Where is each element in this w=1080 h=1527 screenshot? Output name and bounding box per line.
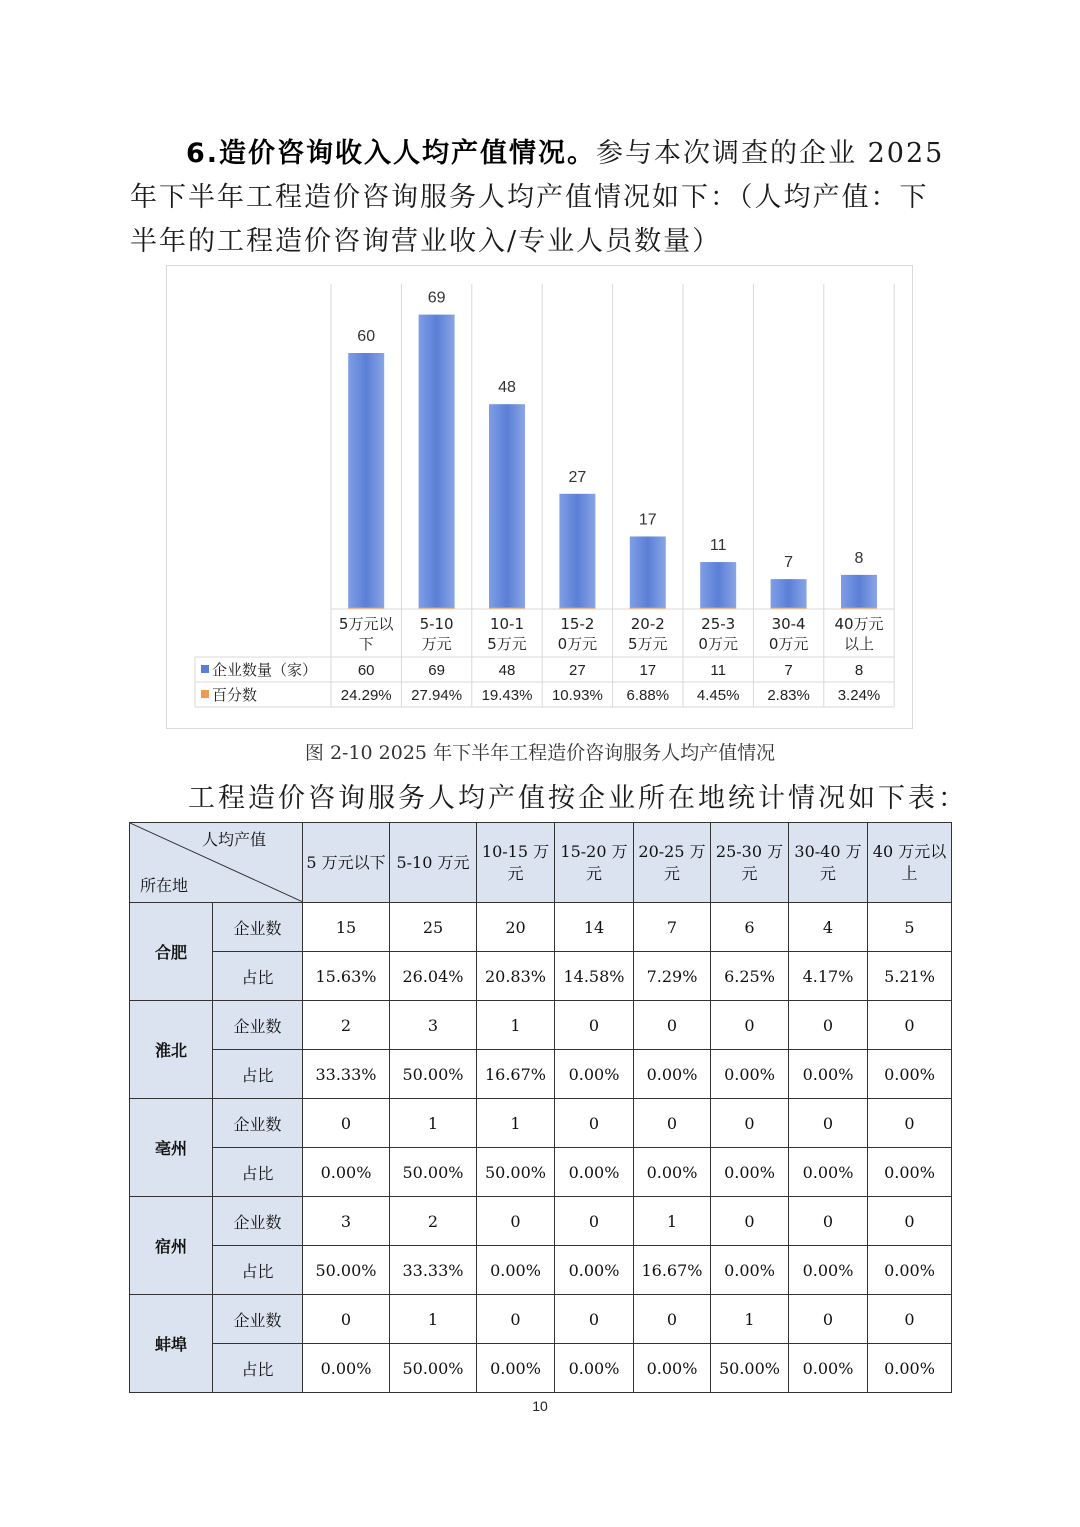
city-cell: 亳州 xyxy=(130,1099,213,1197)
count-cell: 0 xyxy=(789,1197,868,1246)
count-cell: 2 xyxy=(303,1001,390,1050)
count-cell: 1 xyxy=(477,1001,555,1050)
section-heading: 6.造价咨询收入人均产值情况。 xyxy=(186,138,597,169)
ratio-cell: 0.00% xyxy=(634,1344,711,1393)
ratio-cell: 0.00% xyxy=(555,1050,634,1099)
count-cell: 0 xyxy=(555,1001,634,1050)
count-cell: 0 xyxy=(711,1001,789,1050)
count-cell: 0 xyxy=(303,1099,390,1148)
ratio-cell: 50.00% xyxy=(390,1148,477,1197)
count-cell: 1 xyxy=(390,1099,477,1148)
count-cell: 1 xyxy=(711,1295,789,1344)
table-row xyxy=(130,1344,952,1393)
ratio-cell: 20.83% xyxy=(477,952,555,1001)
percent-value: 2.83% xyxy=(767,687,810,704)
ratio-cell: 0.00% xyxy=(477,1246,555,1295)
count-cell: 0 xyxy=(555,1295,634,1344)
count-cell: 0 xyxy=(634,1295,711,1344)
ratio-label-cell: 占比 xyxy=(213,1344,303,1393)
bar xyxy=(841,575,877,609)
data-label: 69 xyxy=(427,289,446,307)
count-label-cell: 企业数 xyxy=(213,1197,303,1246)
ratio-cell: 15.63% xyxy=(303,952,390,1001)
count-cell: 2 xyxy=(390,1197,477,1246)
count-cell: 0 xyxy=(789,1295,868,1344)
city-cell: 淮北 xyxy=(130,1001,213,1099)
bar xyxy=(700,562,736,609)
ratio-cell: 14.58% xyxy=(555,952,634,1001)
bar xyxy=(630,536,666,609)
ratio-cell: 5.21% xyxy=(868,952,952,1001)
location-stats-table xyxy=(129,822,952,1393)
count-cell: 1 xyxy=(390,1295,477,1344)
table-row xyxy=(130,1246,952,1295)
ratio-cell: 0.00% xyxy=(634,1148,711,1197)
table-row xyxy=(130,1050,952,1099)
count-cell: 0 xyxy=(789,1099,868,1148)
table-intro: 工程造价咨询服务人均产值按企业所在地统计情况如下表： xyxy=(188,783,968,814)
ratio-label-cell: 占比 xyxy=(213,1148,303,1197)
percent-value: 10.93% xyxy=(551,687,603,704)
tick-label: 40万元以上 xyxy=(834,615,884,653)
table-row xyxy=(130,952,952,1001)
ratio-cell: 0.00% xyxy=(555,1148,634,1197)
count-label-cell: 企业数 xyxy=(213,1001,303,1050)
intro-paragraph xyxy=(130,132,952,264)
ratio-cell: 0.00% xyxy=(555,1344,634,1393)
bar xyxy=(348,353,384,609)
count-cell: 14 xyxy=(555,903,634,952)
table-header-row xyxy=(130,823,952,903)
count-cell: 0 xyxy=(789,1001,868,1050)
table-row xyxy=(130,1197,952,1246)
tick-label: 10-1 5万元 xyxy=(487,615,527,653)
percent-value: 3.24% xyxy=(837,687,881,704)
count-cell: 0 xyxy=(868,1295,952,1344)
figure-caption: 图 2-10 2025 年下半年工程造价咨询服务人均产值情况 xyxy=(304,742,776,764)
ratio-cell: 50.00% xyxy=(303,1246,390,1295)
percent-value: 24.29% xyxy=(340,687,392,704)
data-label: 11 xyxy=(709,537,727,555)
count-cell: 3 xyxy=(303,1197,390,1246)
data-label: 60 xyxy=(357,328,376,345)
tick-label: 25-3 0万元 xyxy=(698,615,738,653)
column-header: 5-10 万元 xyxy=(390,823,477,903)
legend-label: 企业数量（家） xyxy=(212,661,318,679)
ratio-cell: 16.67% xyxy=(477,1050,555,1099)
ratio-cell: 4.17% xyxy=(789,952,868,1001)
column-header: 25-30 万元 xyxy=(711,823,789,903)
intro-body: 参与本次调查的企业 2025 年下半年工程造价咨询服务人均产值情况如下：（人均产值：下半年的工程造价咨询营业收入/专业人员数量） xyxy=(130,138,945,257)
ratio-cell: 0.00% xyxy=(634,1050,711,1099)
count-cell: 15 xyxy=(303,903,390,952)
ratio-cell: 0.00% xyxy=(868,1148,952,1197)
ratio-cell: 50.00% xyxy=(477,1148,555,1197)
ratio-cell: 0.00% xyxy=(711,1246,789,1295)
tick-label: 5-10 万元 xyxy=(419,615,454,653)
count-cell: 5 xyxy=(868,903,952,952)
ratio-cell: 0.00% xyxy=(868,1246,952,1295)
percent-value: 4.45% xyxy=(696,687,740,704)
column-header: 30-40 万元 xyxy=(789,823,868,903)
percent-value: 27.94% xyxy=(411,687,463,704)
ratio-cell: 0.00% xyxy=(477,1344,555,1393)
data-label: 48 xyxy=(498,379,516,397)
ratio-cell: 0.00% xyxy=(711,1148,789,1197)
count-cell: 0 xyxy=(711,1099,789,1148)
count-cell: 1 xyxy=(634,1197,711,1246)
ratio-cell: 0.00% xyxy=(868,1050,952,1099)
count-cell: 1 xyxy=(477,1099,555,1148)
count-value: 27 xyxy=(569,662,586,679)
bar xyxy=(419,315,455,609)
count-value: 11 xyxy=(710,662,726,679)
count-value: 8 xyxy=(854,662,864,679)
diagonal-corner-cell xyxy=(130,823,303,903)
count-cell: 0 xyxy=(477,1295,555,1344)
column-header: 5 万元以下 xyxy=(303,823,390,903)
bar xyxy=(489,404,525,609)
column-header: 20-25 万元 xyxy=(634,823,711,903)
count-value: 48 xyxy=(498,662,516,679)
count-cell: 0 xyxy=(711,1197,789,1246)
data-label: 8 xyxy=(854,549,864,567)
table-row xyxy=(130,1295,952,1344)
page-number: 10 xyxy=(532,1398,548,1414)
ratio-cell: 26.04% xyxy=(390,952,477,1001)
ratio-cell: 16.67% xyxy=(634,1246,711,1295)
ratio-cell: 0.00% xyxy=(789,1344,868,1393)
ratio-cell: 7.29% xyxy=(634,952,711,1001)
ratio-cell: 0.00% xyxy=(789,1148,868,1197)
city-cell: 合肥 xyxy=(130,903,213,1001)
bar xyxy=(771,579,807,609)
count-value: 69 xyxy=(428,662,445,679)
ratio-cell: 50.00% xyxy=(390,1050,477,1099)
count-value: 7 xyxy=(784,662,793,679)
table-row xyxy=(130,1099,952,1148)
ratio-cell: 0.00% xyxy=(303,1344,390,1393)
ratio-cell: 50.00% xyxy=(390,1344,477,1393)
table-row xyxy=(130,1148,952,1197)
ratio-label-cell: 占比 xyxy=(213,1050,303,1099)
count-label-cell: 企业数 xyxy=(213,1099,303,1148)
ratio-cell: 0.00% xyxy=(303,1148,390,1197)
data-label: 27 xyxy=(568,468,587,486)
table-row xyxy=(130,1001,952,1050)
count-cell: 20 xyxy=(477,903,555,952)
tick-label: 30-4 0万元 xyxy=(768,615,809,653)
legend-label: 百分数 xyxy=(212,686,258,704)
count-cell: 4 xyxy=(789,903,868,952)
count-value: 17 xyxy=(639,662,657,679)
count-cell: 7 xyxy=(634,903,711,952)
ratio-cell: 33.33% xyxy=(390,1246,477,1295)
percent-value: 6.88% xyxy=(626,687,670,704)
ratio-cell: 0.00% xyxy=(789,1050,868,1099)
ratio-label-cell: 占比 xyxy=(213,1246,303,1295)
bar xyxy=(559,494,595,609)
legend-swatch xyxy=(201,690,209,698)
count-label-cell: 企业数 xyxy=(213,1295,303,1344)
tick-label: 5万元以下 xyxy=(338,615,394,653)
ratio-cell: 0.00% xyxy=(868,1344,952,1393)
count-cell: 0 xyxy=(634,1099,711,1148)
count-cell: 0 xyxy=(303,1295,390,1344)
count-cell: 0 xyxy=(555,1099,634,1148)
count-value: 60 xyxy=(357,662,375,679)
data-label: 7 xyxy=(784,554,794,572)
count-cell: 0 xyxy=(868,1001,952,1050)
count-cell: 0 xyxy=(477,1197,555,1246)
count-cell: 0 xyxy=(868,1099,952,1148)
corner-label-top: 人均产值 xyxy=(201,830,266,849)
column-header: 40 万元以上 xyxy=(868,823,952,903)
ratio-label-cell: 占比 xyxy=(213,952,303,1001)
legend-swatch xyxy=(201,665,209,673)
count-cell: 0 xyxy=(868,1197,952,1246)
count-cell: 0 xyxy=(555,1197,634,1246)
city-cell: 宿州 xyxy=(130,1197,213,1295)
count-cell: 25 xyxy=(390,903,477,952)
tick-label: 20-2 5万元 xyxy=(628,615,668,653)
column-header: 15-20 万元 xyxy=(555,823,634,903)
count-cell: 0 xyxy=(634,1001,711,1050)
percent-value: 19.43% xyxy=(481,687,533,704)
ratio-cell: 0.00% xyxy=(711,1050,789,1099)
column-header: 10-15 万元 xyxy=(477,823,555,903)
table-row xyxy=(130,903,952,952)
ratio-cell: 0.00% xyxy=(555,1246,634,1295)
count-label-cell: 企业数 xyxy=(213,903,303,952)
chart-frame xyxy=(166,265,913,729)
bar-chart xyxy=(167,266,912,728)
count-cell: 6 xyxy=(711,903,789,952)
ratio-cell: 50.00% xyxy=(711,1344,789,1393)
data-label: 17 xyxy=(638,511,657,529)
tick-label: 15-2 0万元 xyxy=(557,615,598,653)
ratio-cell: 6.25% xyxy=(711,952,789,1001)
count-cell: 3 xyxy=(390,1001,477,1050)
ratio-cell: 33.33% xyxy=(303,1050,390,1099)
corner-label-bottom: 所在地 xyxy=(140,876,189,895)
city-cell: 蚌埠 xyxy=(130,1295,213,1393)
ratio-cell: 0.00% xyxy=(789,1246,868,1295)
